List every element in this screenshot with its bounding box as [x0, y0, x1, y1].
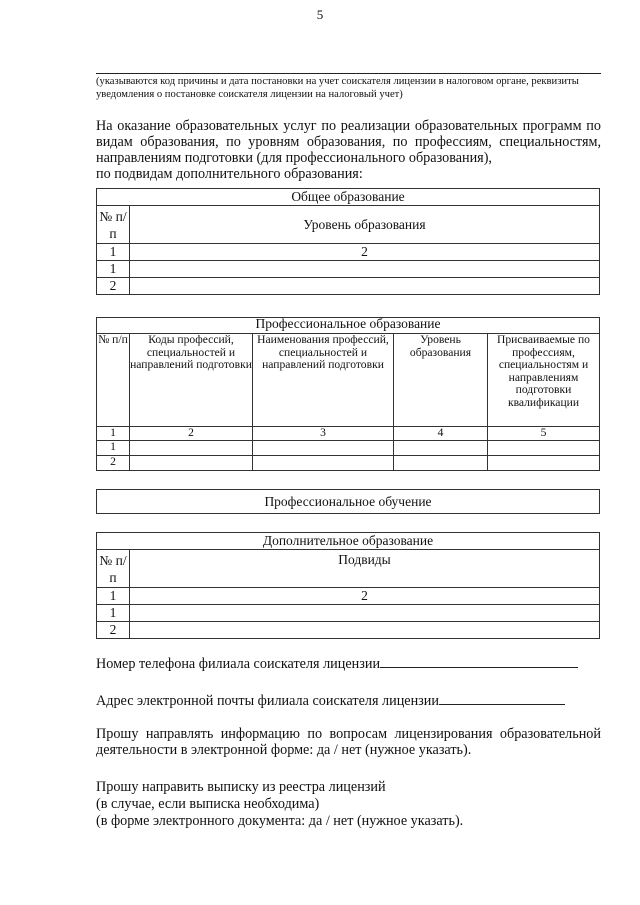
- phone-label: Номер телефона филиала соискателя лицензии: [96, 656, 381, 672]
- request-extract-line: (в форме электронного документа: да / нет (нужное указать).: [96, 813, 464, 829]
- additional-education-table: [96, 532, 600, 639]
- training-title: Профессиональное обучение: [97, 490, 600, 514]
- header-num: 1: [97, 427, 130, 441]
- table-cell[interactable]: [488, 441, 600, 456]
- col-names: Наименования профессий, специальностей и направлений подготовки: [253, 334, 394, 427]
- col-level: Уровень образования: [130, 206, 600, 244]
- table-cell[interactable]: [253, 456, 394, 471]
- request-extract-line: (в случае, если выписка необходима): [96, 796, 320, 812]
- table-cell[interactable]: [488, 456, 600, 471]
- header-num: 1: [97, 244, 130, 261]
- table-cell[interactable]: [394, 456, 488, 471]
- request-electronic-info: Прошу направлять информацию по вопросам лицензирования образовательной деятельности в электронной форме: да / нет (нужное указать).: [96, 726, 601, 758]
- table-cell[interactable]: [130, 605, 600, 622]
- intro-text: На оказание образовательных услуг по реализации образовательных программ по видам образования, по уровням образования, по профессиям, специальностям, направлениям подготовки (для профессионального образования),: [96, 118, 601, 166]
- col-num: № п/п: [97, 206, 130, 244]
- professional-title: Профессиональное образование: [97, 318, 600, 334]
- request-extract: [96, 779, 601, 830]
- general-title: Общее образование: [97, 189, 600, 206]
- row-num: 1: [97, 261, 130, 278]
- header-num: 3: [253, 427, 394, 441]
- header-num: 1: [97, 588, 130, 605]
- additional-title: Дополнительное образование: [97, 533, 600, 550]
- request-extract-line: Прошу направить выписку из реестра лицензий: [96, 779, 386, 795]
- table-cell[interactable]: [130, 261, 600, 278]
- table-cell[interactable]: [130, 456, 253, 471]
- header-num: 2: [130, 588, 600, 605]
- col-subtypes: Подвиды: [130, 550, 600, 588]
- col-qualifications: Присваиваемые по профессиям, специальностям и направлениям подготовки квалификации: [488, 334, 600, 427]
- header-num: 2: [130, 427, 253, 441]
- table-cell[interactable]: [130, 622, 600, 639]
- col-num: № п/п: [97, 550, 130, 588]
- email-row: [96, 691, 601, 710]
- col-codes: Коды профессий, специальностей и направлений подготовки: [130, 334, 253, 427]
- email-field[interactable]: [439, 691, 565, 705]
- header-num: 5: [488, 427, 600, 441]
- professional-education-table: [96, 317, 600, 471]
- email-label: Адрес электронной почты филиала соискателя лицензии: [96, 693, 439, 709]
- row-num: 1: [97, 605, 130, 622]
- col-num: № п/п: [97, 334, 130, 427]
- phone-field[interactable]: [380, 654, 578, 668]
- intro-text-last: по подвидам дополнительного образования:: [96, 166, 363, 182]
- tax-note: (указываются код причины и дата постановки на учет соискателя лицензии в налоговом органе, реквизиты уведомления о постановке соискателя лицензии на налоговый учет): [96, 76, 579, 100]
- professional-training-table: [96, 489, 600, 514]
- table-cell[interactable]: [394, 441, 488, 456]
- table-cell[interactable]: [130, 278, 600, 295]
- row-num: 2: [97, 622, 130, 639]
- header-num: 4: [394, 427, 488, 441]
- header-num: 2: [130, 244, 600, 261]
- general-education-table: [96, 188, 600, 295]
- page-number: 5: [316, 7, 324, 22]
- row-num: 2: [97, 278, 130, 295]
- phone-row: [96, 654, 601, 673]
- fill-line[interactable]: [96, 73, 601, 74]
- row-num: 1: [97, 441, 130, 456]
- table-cell[interactable]: [130, 441, 253, 456]
- table-cell[interactable]: [253, 441, 394, 456]
- col-level: Уровень образования: [394, 334, 488, 427]
- intro-paragraph: [96, 118, 601, 182]
- row-num: 2: [97, 456, 130, 471]
